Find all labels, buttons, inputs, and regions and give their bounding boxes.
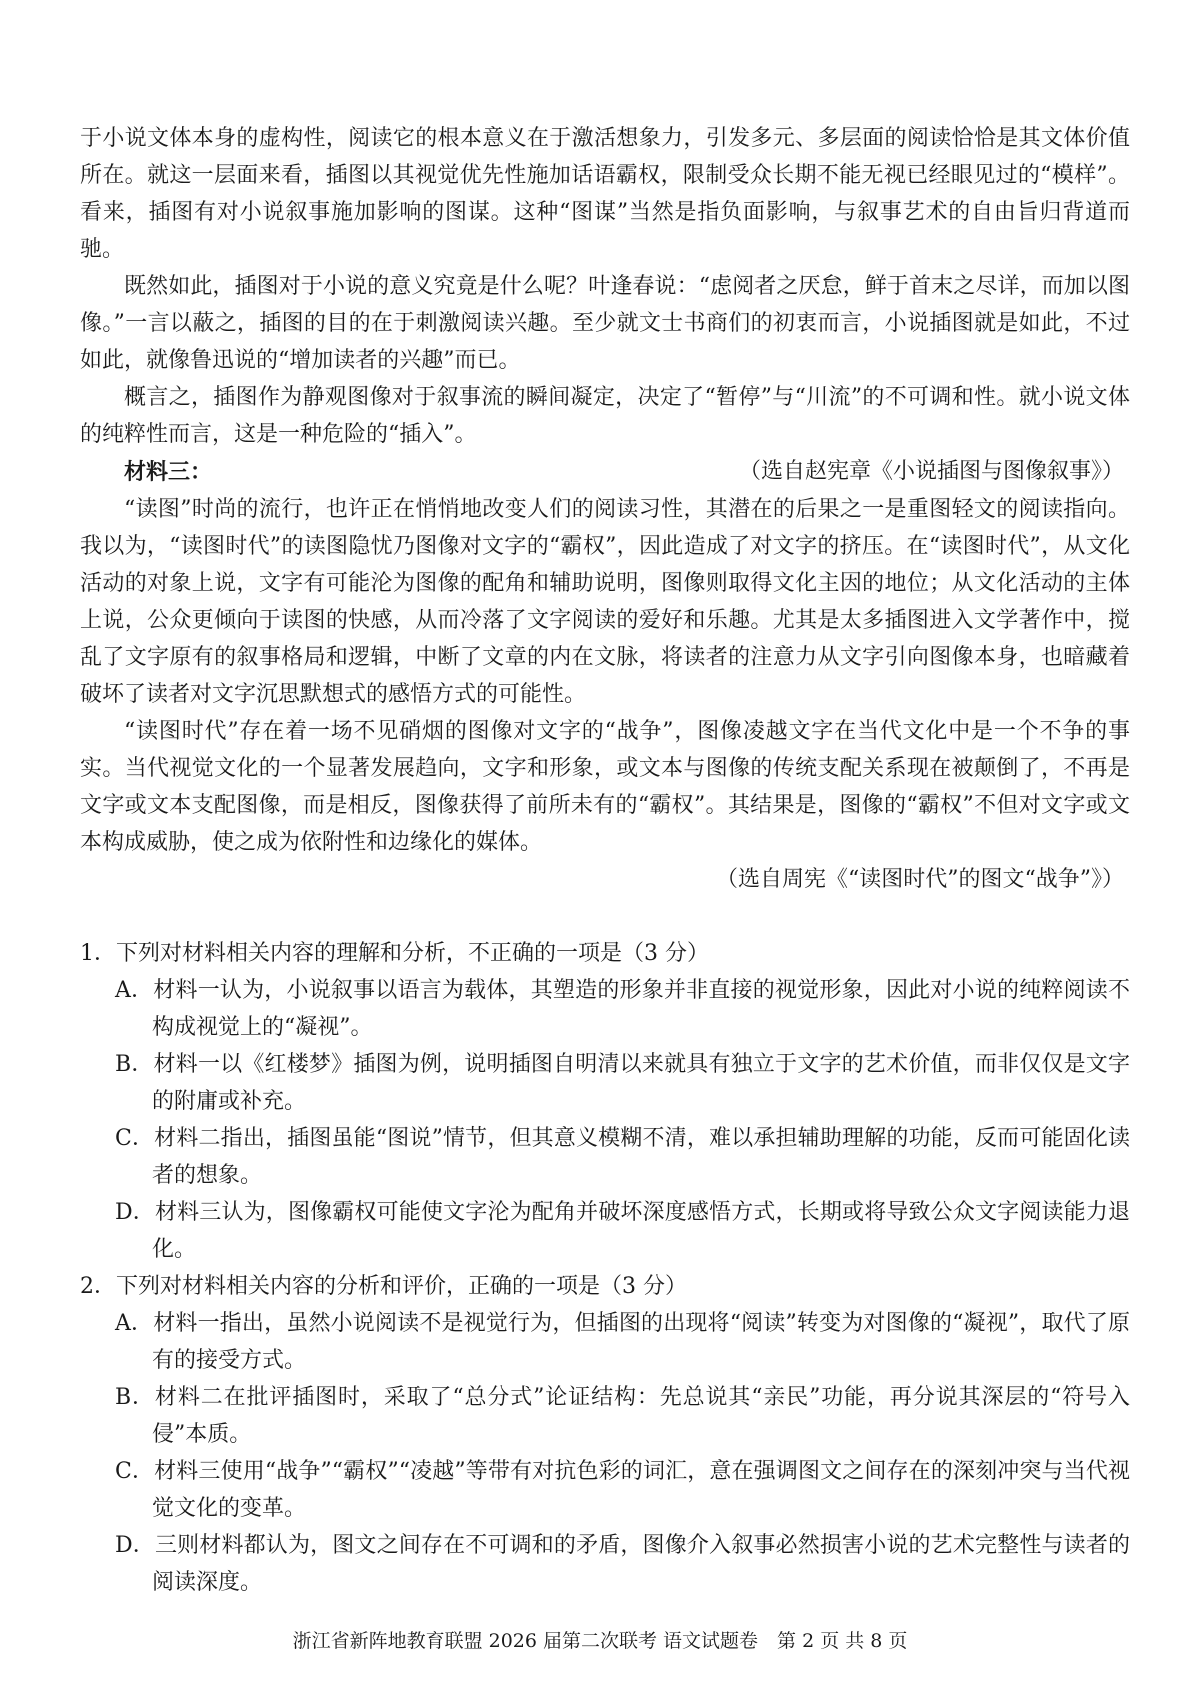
option-a: A．材料一认为，小说叙事以语言为载体，其塑造的形象并非直接的视觉形象，因此对小说的纯粹阅读不构成视觉上的“凝视”。 — [115, 978, 1130, 1040]
questions-section — [80, 935, 1130, 1601]
paragraph: 概言之，插图作为静观图像对于叙事流的瞬间凝定，决定了“暂停”与“川流”的不可调和性。就小说文体的纯粹性而言，这是一种危险的“插入”。 — [80, 385, 1130, 447]
option-b: B．材料一以《红楼梦》插图为例，说明插图自明清以来就具有独立于文字的艺术价值，而非仅仅是文字的附庸或补充。 — [115, 1052, 1130, 1114]
option-d: D．材料三认为，图像霸权可能使文字沦为配角并破坏深度感悟方式，长期或将导致公众文字阅读能力退化。 — [115, 1200, 1130, 1262]
paragraph: “读图”时尚的流行，也许正在悄悄地改变人们的阅读习性，其潜在的后果之一是重图轻文的阅读指向。我以为，“读图时代”的读图隐忧乃图像对文字的“霸权”，因此造成了对文字的挤压。在“读图时代”，从文化活动的对象上说，文字有可能沦为图像的配角和辅助说明，图像则取得文化主因的地位；从文化活动的主体上说，公众更倾向于读图的快感，从而冷落了文字阅读的爱好和乐趣。尤其是太多插图进入文学著作中，搅乱了文字原有的叙事格局和逻辑，中断了文章的内在文脉，将读者的注意力从文字引向图像本身，也暗藏着破坏了读者对文字沉思默想式的感悟方式的可能性。 — [80, 497, 1130, 707]
question-1 — [80, 935, 1130, 1268]
option-b: B．材料二在批评插图时，采取了“总分式”论证结构：先总说其“亲民”功能，再分说其深层的“符号入侵”本质。 — [115, 1385, 1130, 1447]
question-stem: 1．下列对材料相关内容的理解和分析，不正确的一项是（3 分） — [80, 941, 709, 966]
option-d: D．三则材料都认为，图文之间存在不可调和的矛盾，图像介入叙事必然损害小说的艺术完整性与读者的阅读深度。 — [115, 1533, 1130, 1595]
source-citation: （选自周宪《“读图时代”的图文“战争”》） — [716, 867, 1124, 892]
paragraph: “读图时代”存在着一场不见硝烟的图像对文字的“战争”，图像凌越文字在当代文化中是一个不争的事实。当代视觉文化的一个显著发展趋向，文字和形象，或文本与图像的传统支配关系现在被颠倒了，不再是文字或文本支配图像，而是相反，图像获得了前所未有的“霸权”。其结果是，图像的“霸权”不但对文字或文本构成威胁，使之成为依附性和边缘化的媒体。 — [80, 719, 1130, 855]
material-three — [80, 454, 1130, 898]
paragraph: 于小说文体本身的虚构性，阅读它的根本意义在于激活想象力，引发多元、多层面的阅读恰恰是其文体价值所在。就这一层面来看，插图以其视觉优先性施加话语霸权，限制受众长期不能无视已经眼见过的“模样”。看来，插图有对小说叙事施加影响的图谋。这种“图谋”当然是指负面影响，与叙事艺术的自由旨归背道而驰。 — [80, 126, 1130, 262]
option-c: C．材料二指出，插图虽能“图说”情节，但其意义模糊不清，难以承担辅助理解的功能，反而可能固化读者的想象。 — [115, 1126, 1130, 1188]
option-c: C．材料三使用“战争”“霸权”“凌越”等带有对抗色彩的词汇，意在强调图文之间存在的深刻冲突与当代视觉文化的变革。 — [115, 1459, 1130, 1521]
material-two-continued — [80, 120, 1130, 490]
source-citation: （选自赵宪章《小说插图与图像叙事》） — [738, 459, 1124, 484]
section-heading: 材料三： — [124, 459, 213, 485]
page-footer: 浙江省新阵地教育联盟 2026 届第二次联考 语文试题卷 第 2 页 共 8 页 — [292, 1630, 908, 1652]
option-a: A．材料一指出，虽然小说阅读不是视觉行为，但插图的出现将“阅读”转变为对图像的“凝视”，取代了原有的接受方式。 — [115, 1311, 1130, 1373]
question-stem: 2．下列对材料相关内容的分析和评价，正确的一项是（3 分） — [80, 1274, 687, 1299]
paragraph: 既然如此，插图对于小说的意义究竟是什么呢？叶逢春说：“虑阅者之厌怠，鲜于首末之尽详，而加以图像。”一言以蔽之，插图的目的在于刺激阅读兴趣。至少就文士书商们的初衷而言，小说插图就是如此，不过如此，就像鲁迅说的“增加读者的兴趣”而已。 — [80, 274, 1130, 373]
question-2 — [80, 1268, 1130, 1601]
